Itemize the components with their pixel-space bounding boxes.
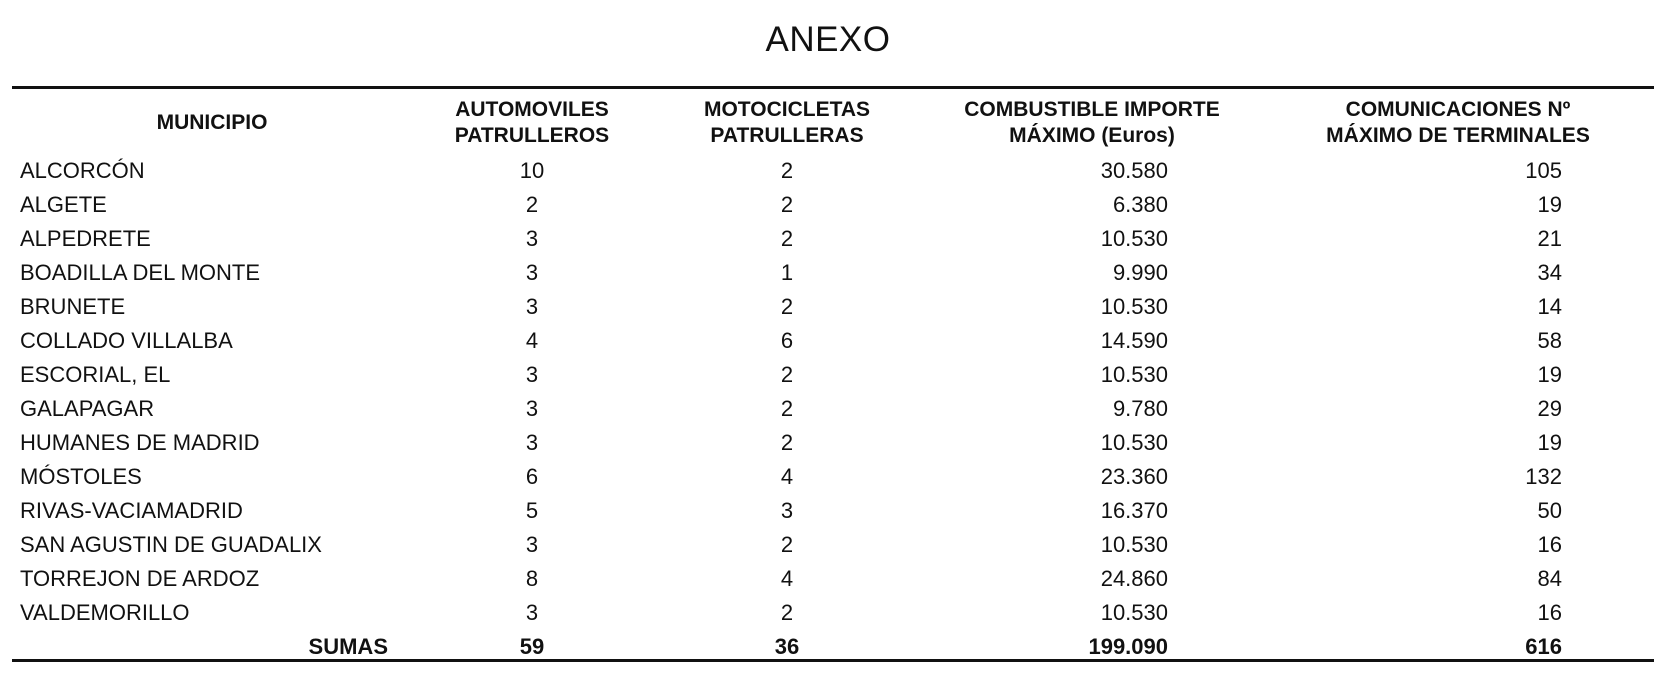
table-bottom-rule: [12, 659, 1654, 662]
table-row: [12, 154, 1654, 188]
cell-motocicletas: 4: [780, 464, 794, 489]
cell-automoviles: 6: [525, 464, 539, 489]
cell-comunicaciones: 58: [1537, 328, 1562, 353]
cell-combustible: 6.380: [1112, 192, 1168, 217]
cell-motocicletas: 2: [780, 226, 794, 251]
cell-combustible: 10.530: [1100, 362, 1168, 387]
cell-comunicaciones: 29: [1537, 396, 1562, 421]
cell-combustible: 23.360: [1100, 464, 1168, 489]
table-body: [12, 154, 1654, 630]
cell-automoviles: 3: [525, 430, 539, 455]
cell-motocicletas: 2: [780, 600, 794, 625]
cell-motocicletas: 2: [780, 396, 794, 421]
cell-comunicaciones: 132: [1525, 464, 1562, 489]
cell-municipio: GALAPAGAR: [20, 396, 155, 421]
table-row: [12, 324, 1654, 358]
table-row: [12, 528, 1654, 562]
table-row: [12, 290, 1654, 324]
cell-combustible: 10.530: [1100, 226, 1168, 251]
cell-automoviles: 3: [525, 260, 539, 285]
document-title: ANEXO: [765, 20, 891, 59]
header-motocicletas-line2: PATRULLERAS: [710, 124, 864, 147]
table-row: [12, 494, 1654, 528]
cell-motocicletas: 2: [780, 192, 794, 217]
cell-municipio: RIVAS-VACIAMADRID: [20, 498, 243, 523]
cell-comunicaciones: 14: [1537, 294, 1562, 319]
header-comunicaciones: [1262, 92, 1654, 154]
table-row: [12, 562, 1654, 596]
cell-combustible: 30.580: [1100, 158, 1168, 183]
cell-combustible: 9.990: [1112, 260, 1168, 285]
table-row: [12, 460, 1654, 494]
cell-comunicaciones: 50: [1537, 498, 1562, 523]
totals-motocicletas: 36: [774, 634, 800, 659]
cell-motocicletas: 2: [780, 532, 794, 557]
totals-combustible: 199.090: [1088, 634, 1168, 659]
table-top-rule: [12, 86, 1654, 89]
header-motocicletas-line1: MOTOCICLETAS: [703, 98, 871, 121]
cell-municipio: ALCORCÓN: [20, 158, 145, 183]
table-row: [12, 596, 1654, 630]
cell-comunicaciones: 105: [1525, 158, 1562, 183]
cell-municipio: TORREJON DE ARDOZ: [20, 566, 260, 591]
header-automoviles-line1: AUTOMOVILES: [455, 98, 609, 121]
cell-motocicletas: 3: [780, 498, 794, 523]
table-row: [12, 188, 1654, 222]
cell-motocicletas: 2: [780, 294, 794, 319]
header-combustible: [922, 92, 1262, 154]
cell-municipio: VALDEMORILLO: [20, 600, 190, 625]
annex-table: [12, 92, 1654, 664]
cell-automoviles: 3: [525, 226, 539, 251]
header-comunicaciones-line1: COMUNICACIONES Nº: [1345, 98, 1571, 121]
cell-automoviles: 2: [525, 192, 539, 217]
totals-label: SUMAS: [308, 634, 388, 659]
cell-municipio: COLLADO VILLALBA: [20, 328, 233, 353]
cell-automoviles: 3: [525, 362, 539, 387]
cell-motocicletas: 2: [780, 362, 794, 387]
totals-automoviles: 59: [519, 634, 545, 659]
cell-motocicletas: 4: [780, 566, 794, 591]
cell-combustible: 14.590: [1100, 328, 1168, 353]
cell-comunicaciones: 16: [1537, 532, 1562, 557]
header-automoviles-line2: PATRULLEROS: [454, 124, 610, 147]
cell-motocicletas: 2: [780, 430, 794, 455]
header-municipio: [12, 92, 412, 154]
cell-municipio: BOADILLA DEL MONTE: [20, 260, 261, 285]
cell-comunicaciones: 21: [1537, 226, 1562, 251]
cell-municipio: HUMANES DE MADRID: [20, 430, 260, 455]
cell-municipio: ALGETE: [20, 192, 107, 217]
table-row: [12, 222, 1654, 256]
cell-comunicaciones: 19: [1537, 192, 1562, 217]
cell-combustible: 10.530: [1100, 294, 1168, 319]
table-row: [12, 426, 1654, 460]
cell-combustible: 24.860: [1100, 566, 1168, 591]
cell-comunicaciones: 16: [1537, 600, 1562, 625]
cell-municipio: ALPEDRETE: [20, 226, 151, 251]
table-row: [12, 358, 1654, 392]
table-row: [12, 256, 1654, 290]
cell-combustible: 9.780: [1112, 396, 1168, 421]
cell-municipio: SAN AGUSTIN DE GUADALIX: [20, 532, 322, 557]
cell-comunicaciones: 84: [1537, 566, 1562, 591]
cell-motocicletas: 2: [780, 158, 794, 183]
table-header: [12, 92, 1654, 154]
cell-comunicaciones: 34: [1537, 260, 1562, 285]
cell-automoviles: 3: [525, 396, 539, 421]
table-row: [12, 392, 1654, 426]
cell-automoviles: 3: [525, 532, 539, 557]
cell-motocicletas: 6: [780, 328, 794, 353]
cell-automoviles: 4: [525, 328, 539, 353]
cell-combustible: 10.530: [1100, 532, 1168, 557]
cell-combustible: 10.530: [1100, 600, 1168, 625]
cell-motocicletas: 1: [780, 260, 794, 285]
header-row: [12, 92, 1654, 154]
header-motocicletas: [652, 92, 922, 154]
cell-combustible: 10.530: [1100, 430, 1168, 455]
cell-municipio: MÓSTOLES: [20, 464, 142, 489]
cell-municipio: BRUNETE: [20, 294, 126, 319]
header-comunicaciones-line2: MÁXIMO DE TERMINALES: [1326, 124, 1590, 147]
cell-comunicaciones: 19: [1537, 362, 1562, 387]
totals-comunicaciones: 616: [1525, 634, 1562, 659]
cell-automoviles: 8: [525, 566, 539, 591]
header-combustible-line2: MÁXIMO (Euros): [1009, 124, 1175, 147]
cell-combustible: 16.370: [1100, 498, 1168, 523]
header-automoviles: [412, 92, 652, 154]
cell-comunicaciones: 19: [1537, 430, 1562, 455]
cell-automoviles: 3: [525, 294, 539, 319]
header-combustible-line1: COMBUSTIBLE IMPORTE: [964, 98, 1220, 121]
cell-municipio: ESCORIAL, EL: [20, 362, 171, 387]
header-municipio-label: MUNICIPIO: [156, 111, 268, 134]
cell-automoviles: 10: [519, 158, 545, 183]
cell-automoviles: 3: [525, 600, 539, 625]
cell-automoviles: 5: [525, 498, 539, 523]
